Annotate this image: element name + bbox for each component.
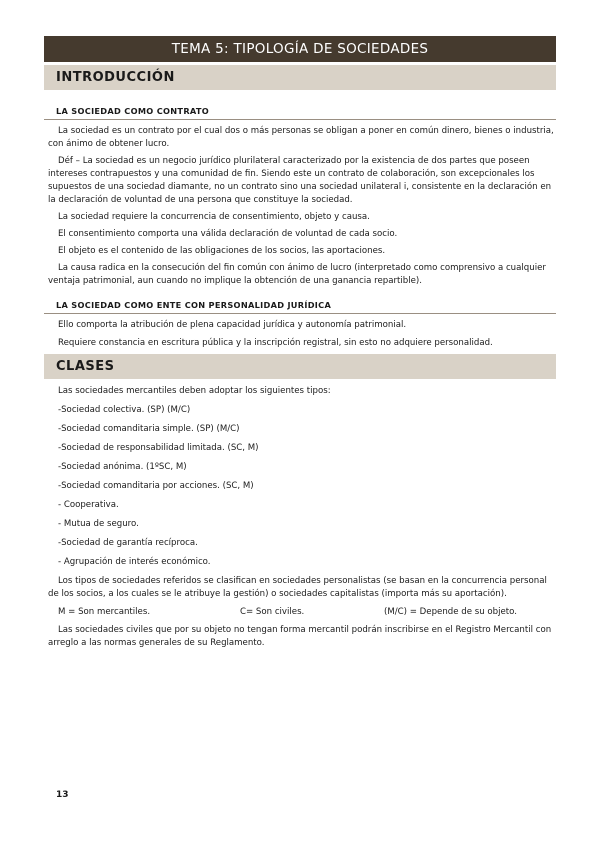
paragraph: El objeto es el contenido de las obligaciones de los socios, las aportaciones. — [58, 246, 386, 256]
subheading-ente: LA SOCIEDAD COMO ENTE CON PERSONALIDAD JURÍDICA — [44, 300, 556, 314]
legend-civiles: C= Son civiles. — [240, 607, 305, 617]
paragraph: Requiere constancia en escritura pública y la inscripción registral, sin esto no adquiere personalidad. — [58, 338, 493, 348]
ente-body — [44, 319, 556, 350]
contrato-body — [44, 125, 556, 288]
subheading-contrato: LA SOCIEDAD COMO CONTRATO — [44, 106, 556, 120]
list-item: - Mutua de seguro. — [58, 519, 139, 529]
legend-mercantiles: M = Son mercantiles. — [58, 607, 151, 617]
legend-row — [44, 606, 556, 619]
document-page — [44, 36, 556, 650]
paragraph: La sociedad requiere la concurrencia de consentimiento, objeto y causa. — [58, 212, 370, 222]
paragraph: La causa radica en la consecución del fin común con ánimo de lucro (interpretado como comprensivo a cualquier ventaja patrimonial, aun cuando no implique la obtención de una ganancia repartible). — [48, 263, 546, 286]
paragraph: Los tipos de sociedades referidos se clasifican en sociedades personalistas (se basan en la concurrencia personal de los socios, a los cuales se le atribuye la gestión) o sociedades capitalistas (importa más su aportación). — [48, 576, 547, 599]
section-heading-clases — [44, 354, 556, 379]
paragraph: Ello comporta la atribución de plena capacidad jurídica y autonomía patrimonial. — [58, 320, 407, 330]
list-item: -Sociedad comanditaria simple. (SP) (M/C) — [58, 424, 240, 434]
paragraph: Las sociedades mercantiles deben adoptar los siguientes tipos: — [58, 386, 331, 396]
chapter-title-bar — [44, 36, 556, 62]
list-item: - Agrupación de interés económico. — [58, 557, 211, 567]
paragraph: Déf – La sociedad es un negocio jurídico plurilateral caracterizado por la existencia de dos partes que poseen intereses contrapuestos y una comunidad de fin. Siendo este un contrato de colaboración, son excepcionales los supuestos de una sociedad diamante, no un contrato sino una sociedad unilateral i, consistente en la declaración en la declaración de voluntad de una persona que constituye la sociedad. — [48, 156, 552, 205]
paragraph: El consentimiento comporta una válida declaración de voluntad de cada socio. — [58, 229, 398, 239]
list-item: -Sociedad colectiva. (SP) (M/C) — [58, 405, 191, 415]
section-heading-label: CLASES — [56, 359, 115, 374]
chapter-title: TEMA 5: TIPOLOGÍA DE SOCIEDADES — [171, 41, 429, 57]
list-item: -Sociedad comanditaria por acciones. (SC, M) — [58, 481, 254, 491]
section-heading-label: INTRODUCCIÓN — [56, 70, 175, 85]
list-item: -Sociedad de responsabilidad limitada. (SC, M) — [58, 443, 259, 453]
section-heading-intro — [44, 65, 556, 90]
paragraph: Las sociedades civiles que por su objeto no tengan forma mercantil podrán inscribirse en el Registro Mercantil con arreglo a las normas generales de su Reglamento. — [48, 625, 552, 648]
paragraph: La sociedad es un contrato por el cual dos o más personas se obligan a poner en común dinero, bienes o industria, con ánimo de obtener lucro. — [48, 126, 554, 149]
legend-depende: (M/C) = Depende de su objeto. — [384, 607, 517, 617]
list-item: - Cooperativa. — [58, 500, 119, 510]
list-item: -Sociedad de garantía recíproca. — [58, 538, 198, 548]
page-number: 13 — [56, 790, 69, 800]
clases-body — [44, 385, 556, 650]
list-item: -Sociedad anónima. (1ºSC, M) — [58, 462, 187, 472]
